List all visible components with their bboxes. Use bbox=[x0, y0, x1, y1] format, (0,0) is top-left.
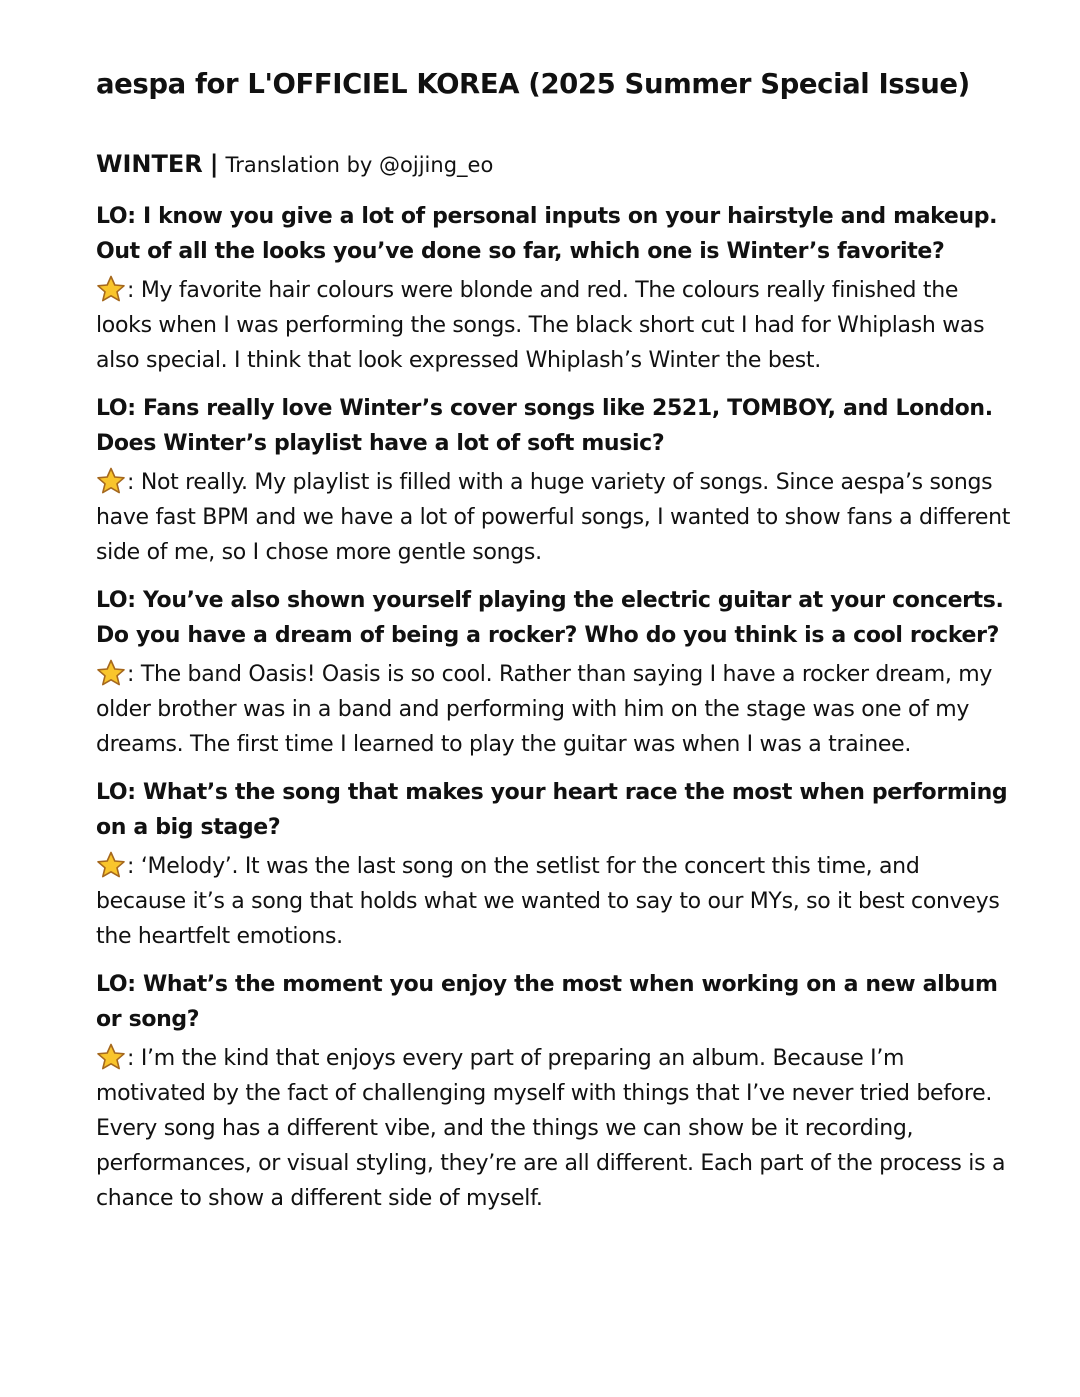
qa-item bbox=[96, 391, 1016, 570]
answer bbox=[96, 657, 1016, 762]
byline bbox=[96, 144, 1016, 186]
star-icon bbox=[96, 1043, 126, 1070]
star-icon bbox=[96, 467, 126, 494]
qa-item bbox=[96, 775, 1016, 954]
article bbox=[96, 62, 1016, 1216]
question: LO: I know you give a lot of personal inputs on your hairstyle and makeup. Out of all the looks you’ve done so far, which one is Winter’s favorite? bbox=[96, 204, 998, 264]
qa-item bbox=[96, 967, 1016, 1216]
answer-separator: : bbox=[127, 662, 135, 687]
question: LO: What’s the moment you enjoy the most when working on a new album or song? bbox=[96, 972, 998, 1032]
answer-text: My favorite hair colours were blonde and red. The colours really finished the looks when I was performing the songs. The black short cut I had for Whiplash was also special. I think that look expressed Whiplash’s Winter the best. bbox=[96, 278, 985, 373]
star-icon bbox=[96, 659, 126, 686]
byline-separator: | bbox=[209, 150, 219, 178]
qa-item bbox=[96, 583, 1016, 762]
answer-separator: : bbox=[127, 1046, 135, 1071]
question: LO: What’s the song that makes your heart race the most when performing on a big stage? bbox=[96, 780, 1008, 840]
answer-text: The band Oasis! Oasis is so cool. Rather than saying I have a rocker dream, my older brother was in a band and performing with him on the stage was one of my dreams. The first time I learned to play the guitar was when I was a trainee. bbox=[96, 662, 993, 757]
answer-text: ‘Melody’. It was the last song on the setlist for the concert this time, and because it’s a song that holds what we wanted to say to our MYs, so it best conveys the heartfelt emotions. bbox=[96, 854, 1000, 949]
answer-separator: : bbox=[127, 470, 135, 495]
answer bbox=[96, 1041, 1016, 1216]
page-title: aespa for L'OFFICIEL KOREA (2025 Summer Special Issue) bbox=[96, 68, 970, 100]
question: LO: Fans really love Winter’s cover songs like 2521, TOMBOY, and London. Does Winter’s playlist have a lot of soft music? bbox=[96, 396, 993, 456]
answer bbox=[96, 465, 1016, 570]
answer-separator: : bbox=[127, 854, 135, 879]
qa-item bbox=[96, 199, 1016, 378]
answer-text: Not really. My playlist is filled with a huge variety of songs. Since aespa’s songs have fast BPM and we have a lot of powerful songs, I wanted to show fans a different side of me, so I chose more gentle songs. bbox=[96, 470, 1011, 565]
star-icon bbox=[96, 851, 126, 878]
answer-separator: : bbox=[127, 278, 135, 303]
question: LO: You’ve also shown yourself playing the electric guitar at your concerts. Do you have a dream of being a rocker? Who do you think is a cool rocker? bbox=[96, 588, 1004, 648]
star-icon bbox=[96, 275, 126, 302]
answer bbox=[96, 273, 1016, 378]
answer bbox=[96, 849, 1016, 954]
translation-credit: Translation by @ojjing_eo bbox=[225, 153, 494, 177]
answer-text: I’m the kind that enjoys every part of preparing an album. Because I’m motivated by the fact of challenging myself with things that I’ve never tried before. Every song has a different vibe, and the things we can show be it recording, performances, or visual styling, they’re are all different. Each part of the process is a chance to show a different side of myself. bbox=[96, 1046, 1006, 1211]
member-name: WINTER bbox=[96, 150, 203, 178]
